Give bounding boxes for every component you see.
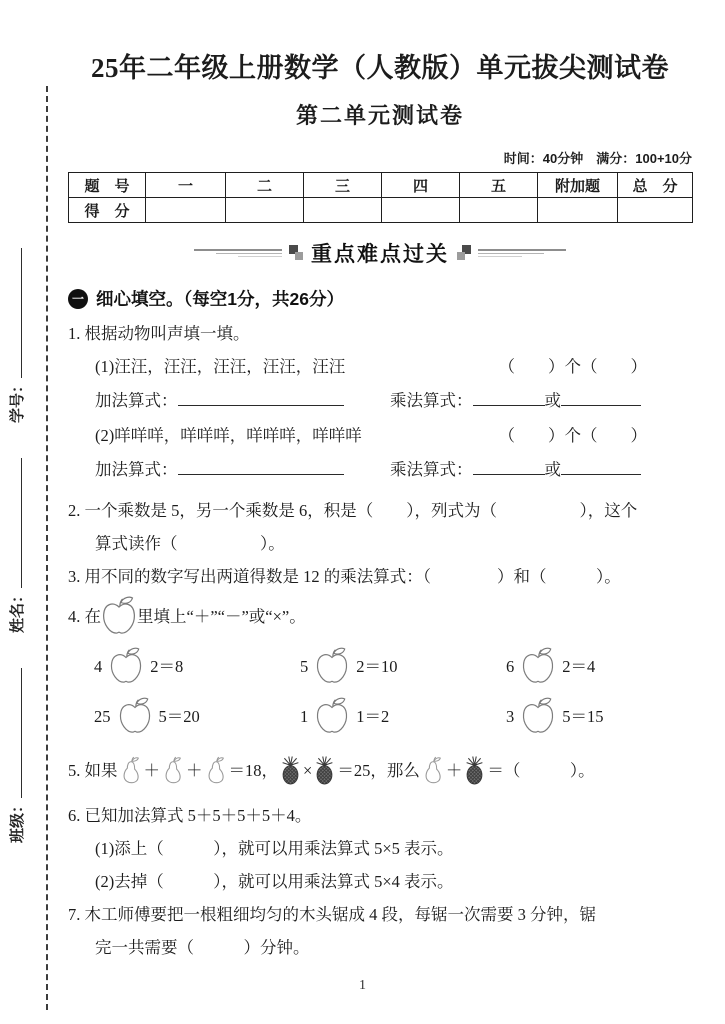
q5-text: ＝18， bbox=[228, 760, 278, 780]
score-cell bbox=[460, 198, 538, 223]
banner-squares-right-icon bbox=[456, 245, 471, 261]
question-3 bbox=[68, 560, 692, 593]
exam-meta: 时间：40分钟 满分：100+10分 bbox=[503, 151, 692, 166]
q4-equation bbox=[300, 641, 506, 691]
pineapple-icon-slot bbox=[464, 756, 485, 785]
q4-equation-grid bbox=[68, 641, 692, 741]
q6-sub1: (1)添上（ ），就可以用乘法算式 5×5 表示。 bbox=[95, 839, 454, 858]
section-1-heading bbox=[68, 286, 692, 311]
question-2 bbox=[68, 494, 692, 560]
q1-sub1 bbox=[68, 350, 692, 383]
q6-sub2: (2)去掉（ ），就可以用乘法算式 5×4 表示。 bbox=[95, 872, 454, 891]
score-table-header-label: 题 号 bbox=[69, 173, 146, 198]
score-cell bbox=[226, 198, 304, 223]
score-cell bbox=[382, 198, 460, 223]
multiplication-formula-label: 乘法算式： bbox=[390, 460, 473, 479]
addition-formula-label: 加法算式： bbox=[95, 460, 178, 479]
or-label: 或 bbox=[544, 391, 561, 410]
eq-right: 2＝4 bbox=[562, 656, 596, 676]
student-id-label: 学号： bbox=[10, 377, 26, 423]
student-id-blank bbox=[8, 248, 22, 378]
answer-blank bbox=[561, 391, 641, 406]
eq-right: 1＝2 bbox=[356, 706, 390, 726]
apple-icon-slot bbox=[521, 697, 555, 735]
q4-equation bbox=[94, 691, 300, 741]
pear-icon bbox=[162, 756, 184, 784]
score-col-2: 二 bbox=[226, 173, 304, 198]
q1-stem: 1. 根据动物叫声填一填。 bbox=[68, 324, 250, 343]
score-row-label: 得 分 bbox=[69, 198, 146, 223]
eq-left: 25 bbox=[94, 706, 111, 726]
or-label: 或 bbox=[544, 460, 561, 479]
page-number: 1 bbox=[359, 978, 366, 993]
q5-times: × bbox=[303, 760, 313, 780]
score-table bbox=[68, 172, 693, 223]
pineapple-icon-slot bbox=[314, 756, 335, 785]
eq-left: 6 bbox=[506, 656, 515, 676]
q5-text: ＝25，那么 bbox=[337, 760, 420, 780]
apple-icon-slot bbox=[101, 595, 137, 637]
apple-icon bbox=[521, 647, 555, 685]
student-info-strip bbox=[6, 88, 40, 1008]
banner-lines-left-icon bbox=[194, 249, 282, 257]
q4-equation bbox=[300, 691, 506, 741]
score-col-4: 四 bbox=[382, 173, 460, 198]
class-label: 班级： bbox=[10, 797, 26, 843]
apple-icon-slot bbox=[118, 697, 152, 735]
apple-icon-slot bbox=[315, 647, 349, 685]
pineapple-icon-slot bbox=[280, 756, 301, 785]
q5-text: 5. 如果 bbox=[68, 760, 118, 780]
question-1 bbox=[68, 317, 692, 488]
eq-right: 2＝8 bbox=[150, 656, 184, 676]
apple-icon bbox=[101, 595, 137, 637]
apple-icon bbox=[118, 697, 152, 735]
q2-line2: 算式读作（ ）。 bbox=[95, 534, 285, 553]
answer-blank bbox=[473, 460, 545, 475]
eq-right: 5＝20 bbox=[158, 706, 200, 726]
banner-lines-right-icon bbox=[478, 249, 566, 257]
q7-line2: 完一共需要（ ）分钟。 bbox=[95, 938, 310, 957]
class-blank bbox=[8, 668, 22, 798]
question-4 bbox=[68, 593, 692, 741]
section-banner bbox=[68, 238, 692, 268]
section-1-title: 细心填空。（每空1分，共26分） bbox=[96, 289, 344, 309]
q3-line1: 3. 用不同的数字写出两道得数是 12 的乘法算式：（ ）和（ ）。 bbox=[68, 567, 621, 586]
pear-icon-slot bbox=[205, 756, 227, 784]
q1-sub2-answer: （ ）个（ ） bbox=[498, 426, 647, 445]
q4-stem-prefix: 4. 在 bbox=[68, 606, 101, 626]
q1-sub1-formulas bbox=[68, 383, 692, 419]
eq-left: 3 bbox=[506, 706, 515, 726]
circled-one-icon: 一 bbox=[68, 289, 88, 309]
pear-icon bbox=[120, 756, 142, 784]
page-title: 25年二年级上册数学（人教版）单元拔尖测试卷 bbox=[91, 53, 669, 83]
q1-sub1-answer: （ ）个（ ） bbox=[498, 357, 647, 376]
q2-line1: 2. 一个乘数是 5，另一个乘数是 6，积是（ ），列式为（ ），这个 bbox=[68, 501, 638, 520]
q6-stem: 6. 已知加法算式 5＋5＋5＋5＋4。 bbox=[68, 806, 312, 825]
score-col-1: 一 bbox=[146, 173, 226, 198]
apple-icon bbox=[109, 647, 143, 685]
score-col-5: 五 bbox=[460, 173, 538, 198]
pineapple-icon bbox=[280, 756, 301, 785]
pear-icon-slot bbox=[120, 756, 142, 784]
apple-icon-slot bbox=[315, 697, 349, 735]
addition-formula-label: 加法算式： bbox=[95, 391, 178, 410]
q5-plus: ＋ bbox=[445, 760, 463, 780]
pineapple-icon bbox=[464, 756, 485, 785]
name-blank bbox=[8, 458, 22, 588]
score-cell bbox=[618, 198, 693, 223]
page-subtitle: 第二单元测试卷 bbox=[295, 103, 464, 128]
score-col-3: 三 bbox=[304, 173, 382, 198]
q1-sub2-text: (2)咩咩咩，咩咩咩，咩咩咩，咩咩咩 bbox=[95, 426, 362, 445]
answer-blank bbox=[473, 391, 545, 406]
pear-icon-slot bbox=[162, 756, 184, 784]
score-cell bbox=[304, 198, 382, 223]
score-cell bbox=[146, 198, 226, 223]
eq-right: 2＝10 bbox=[356, 656, 398, 676]
pineapple-icon bbox=[314, 756, 335, 785]
apple-icon bbox=[521, 697, 555, 735]
q4-equation bbox=[506, 691, 712, 741]
q4-stem-suffix: 里填上“＋”“－”或“×”。 bbox=[137, 606, 306, 626]
q4-stem bbox=[68, 593, 692, 639]
eq-left: 1 bbox=[300, 706, 309, 726]
answer-blank bbox=[178, 391, 344, 406]
q1-sub2 bbox=[68, 419, 692, 452]
apple-icon-slot bbox=[521, 647, 555, 685]
question-6 bbox=[68, 799, 692, 898]
eq-right: 5＝15 bbox=[562, 706, 604, 726]
pear-icon bbox=[422, 756, 444, 784]
apple-icon bbox=[315, 647, 349, 685]
q4-equation bbox=[506, 641, 712, 691]
q7-line1: 7. 木工师傅要把一根粗细均匀的木头锯成 4 段，每锯一次需要 3 分钟，锯 bbox=[68, 905, 596, 924]
score-col-bonus: 附加题 bbox=[538, 173, 618, 198]
q5-text: ＝（ ）。 bbox=[487, 760, 595, 780]
q1-sub1-text: (1)汪汪，汪汪，汪汪，汪汪，汪汪 bbox=[95, 357, 346, 376]
banner-title: 重点难点过关 bbox=[311, 243, 449, 266]
q5-plus: ＋ bbox=[143, 760, 160, 780]
question-5 bbox=[68, 747, 692, 793]
banner-squares-left-icon bbox=[289, 245, 304, 261]
apple-icon bbox=[315, 697, 349, 735]
pear-icon-slot bbox=[422, 756, 444, 784]
q1-sub2-formulas bbox=[68, 452, 692, 488]
eq-left: 5 bbox=[300, 656, 309, 676]
score-cell bbox=[538, 198, 618, 223]
apple-icon-slot bbox=[109, 647, 143, 685]
dashed-cut-line bbox=[46, 86, 48, 1010]
score-col-total: 总 分 bbox=[618, 173, 693, 198]
multiplication-formula-label: 乘法算式： bbox=[390, 391, 473, 410]
answer-blank bbox=[561, 460, 641, 475]
question-7 bbox=[68, 898, 692, 964]
answer-blank bbox=[178, 460, 344, 475]
pear-icon bbox=[205, 756, 227, 784]
eq-left: 4 bbox=[94, 656, 103, 676]
q4-equation bbox=[94, 641, 300, 691]
q5-plus: ＋ bbox=[186, 760, 203, 780]
name-label: 姓名： bbox=[10, 587, 26, 633]
